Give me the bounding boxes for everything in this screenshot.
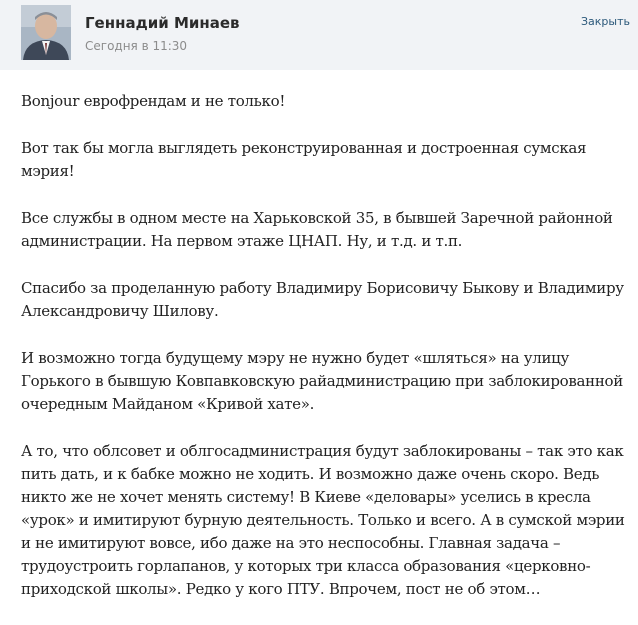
post-paragraph: Bonjour еврофрендам и не только! xyxy=(21,92,286,110)
close-button[interactable]: Закрыть xyxy=(581,15,630,28)
post-paragraph: Все службы в одном месте на Харьковской 35, в бывшей Заречной районной администрации. На первом этаже ЦНАП. Ну, и т.д. и т.п. xyxy=(21,209,613,250)
post-paragraph: Вот так бы могла выглядеть реконструированная и достроенная сумская мэрия! xyxy=(21,139,587,180)
post-header xyxy=(0,0,638,70)
user-photo-icon xyxy=(21,5,71,60)
post-paragraph: Спасибо за проделанную работу Владимиру Борисовичу Быкову и Владимиру Александровичу Шилову. xyxy=(21,279,624,320)
avatar[interactable] xyxy=(21,5,71,60)
post-paragraph: И возможно тогда будущему мэру не нужно будет «шляться» на улицу Горького в бывшую Ковпавковскую райадминистрацию при заблокированной очередным Майданом «Кривой хате». xyxy=(21,349,623,413)
post-text xyxy=(21,90,633,625)
post-time[interactable]: Сегодня в 11:30 xyxy=(85,39,188,53)
author-name[interactable]: Геннадий Минаев xyxy=(85,14,240,32)
post-paragraph: А то, что облсовет и облгосадминистрация будут заблокированы – так это как пить дать, и к бабке можно не ходить. И возможно даже очень скоро. Ведь никто же не хочет менять систему! В Киеве «деловары» уселись в кресла «урок» и имитируют бурную деятельность. Только и всего. А в сумской мэрии и не имитируют вовсе, ибо даже на это неспособны. Главная задача – трудоустроить горлапанов, у которых три класса образования «церковно-приходской школы». Редко у кого ПТУ. Впрочем, пост не об этом… xyxy=(21,442,625,598)
